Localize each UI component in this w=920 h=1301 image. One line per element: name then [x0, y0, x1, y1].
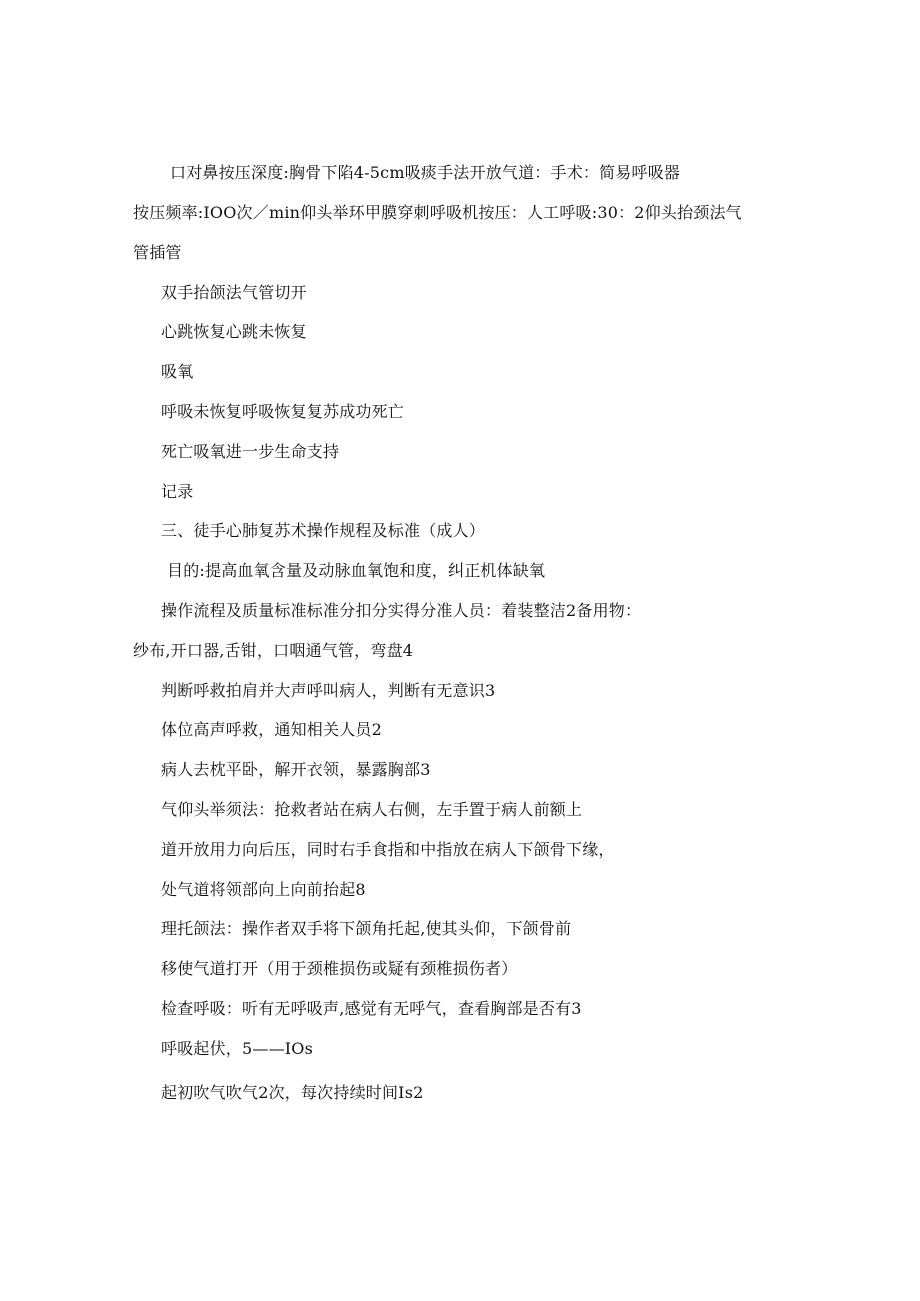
text-line-3: 管插管 [133, 243, 182, 262]
text-line-4: 双手抬颌法气管切开 [161, 283, 307, 302]
text-line-1: 口对鼻按压深度:胸骨下陷4-5cm吸痰手法开放气道：手术：简易呼吸器 [170, 163, 681, 182]
text-line-17: 气仰头举须法：抢救者站在病人右侧，左手置于病人前额上 [161, 800, 583, 819]
text-line-23: 呼吸起伏，5——IOs [161, 1039, 314, 1058]
text-line-9: 记录 [161, 482, 194, 501]
text-line-15: 体位高声呼救，通知相关人员2 [161, 720, 382, 739]
text-line-24: 起初吹气吹气2次，每次持续时间Is2 [161, 1083, 424, 1102]
text-line-12: 操作流程及质量标准标准分扣分实得分准人员：着装整洁2备用物： [161, 601, 642, 620]
text-line-11: 目的:提高血氧含量及动脉血氧饱和度，纠正机体缺氧 [167, 561, 546, 580]
section-heading: 三、徒手心肺复苏术操作规程及标准（成人） [161, 521, 486, 540]
text-line-14: 判断呼救拍肩并大声呼叫病人，判断有无意识3 [161, 681, 496, 700]
text-line-8: 死亡吸氧进一步生命支持 [161, 442, 340, 461]
text-line-22: 检查呼吸：听有无呼吸声,感觉有无呼气，查看胸部是否有3 [161, 999, 582, 1018]
text-line-19: 处气道将领部向上向前抬起8 [161, 880, 366, 899]
text-line-2: 按压频率:IOO次／min仰头举环甲膜穿刺呼吸机按压：人工呼吸:30：2仰头抬颈法气 [133, 203, 742, 222]
text-line-5: 心跳恢复心跳未恢复 [161, 322, 307, 341]
text-line-18: 道开放用力向后压，同时右手食指和中指放在病人下颌骨下缘， [161, 840, 615, 859]
text-line-20: 理托颌法：操作者双手将下颌角托起,使其头仰，下颌骨前 [161, 919, 572, 938]
text-line-6: 吸氧 [161, 362, 194, 381]
text-line-7: 呼吸未恢复呼吸恢复复苏成功死亡 [161, 402, 405, 421]
text-line-13: 纱布,开口器,舌钳，口咽通气管，弯盘4 [133, 641, 414, 660]
text-line-21: 移使气道打开（用于颈椎损伤或疑有颈椎损伤者） [161, 959, 518, 978]
text-line-16: 病人去枕平卧，解开衣领，暴露胸部3 [161, 760, 431, 779]
